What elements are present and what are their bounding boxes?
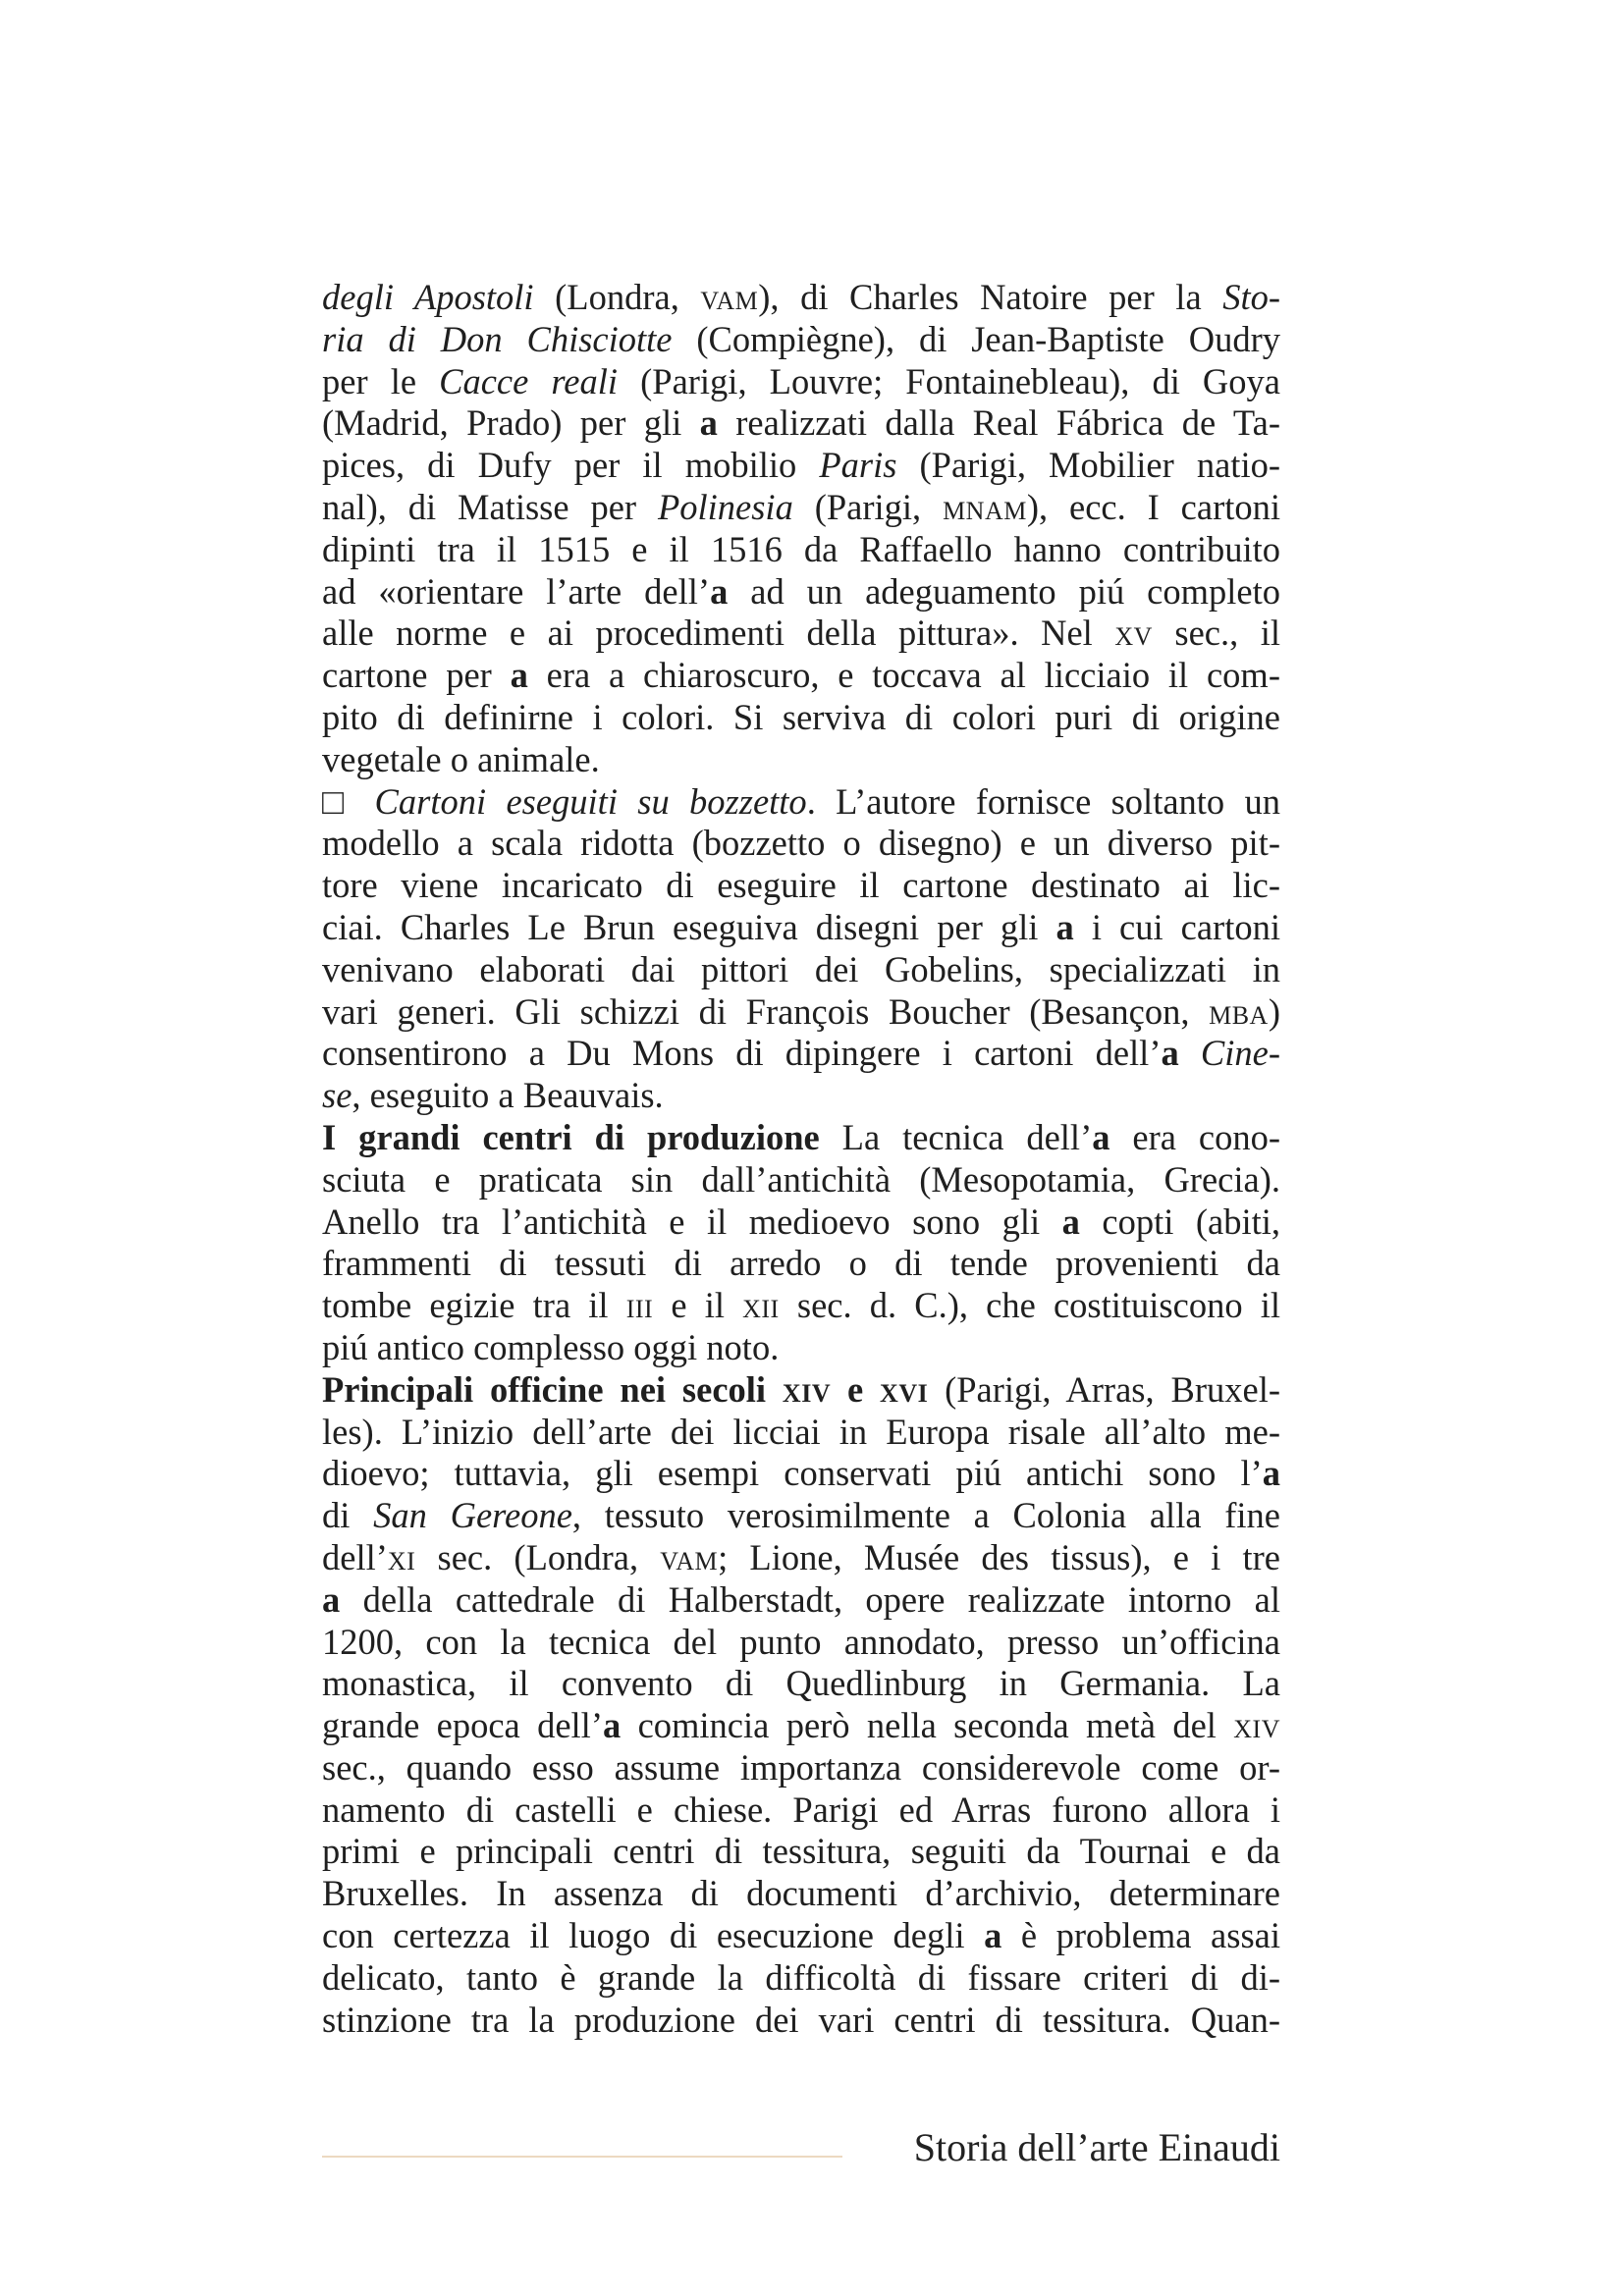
text-run: ; Lione, Musée des tissus), e i tre — [718, 1536, 1280, 1577]
text-run: dioevo; tuttavia, gli esempi conservati piú antichi sono l’ — [322, 1453, 1263, 1494]
bold-text: I grandi centri di produzione — [322, 1116, 820, 1157]
text-line — [322, 1747, 1280, 1789]
text-line — [322, 445, 1280, 487]
text-run: grande epoca dell’ — [322, 1705, 603, 1746]
text-line — [322, 613, 1280, 655]
footer-rule — [322, 2156, 842, 2158]
text-run: namento di castelli e chiese. Parigi ed Arras furono allora i — [322, 1789, 1280, 1830]
bold-text: a — [1092, 1116, 1110, 1157]
text-run: alle norme e ai procedimenti della pittura». Nel — [322, 613, 1115, 654]
text-run: e il — [653, 1285, 743, 1326]
text-line — [322, 1117, 1280, 1159]
bold-text: a — [1061, 1201, 1080, 1242]
text-line — [322, 907, 1280, 949]
text-run: Bruxelles. In assenza di documenti d’archivio, determinare — [322, 1873, 1280, 1914]
text-run: è problema assai — [1001, 1915, 1280, 1956]
text-run — [1179, 1033, 1201, 1073]
text-run: piú antico complesso oggi noto. — [322, 1326, 780, 1367]
text-line — [322, 1663, 1280, 1705]
text-run: □ — [322, 780, 375, 822]
text-run: sec. d. C.), che costituiscono il — [779, 1285, 1280, 1326]
text-run: copti (abiti, — [1079, 1201, 1280, 1242]
italic-text: se — [322, 1075, 352, 1116]
text-run: consentirono a Du Mons di dipingere i cartoni dell’ — [322, 1033, 1162, 1074]
text-run: vegetale o animale. — [322, 738, 600, 779]
text-run: ad «orientare l’arte dell’ — [322, 570, 711, 612]
bold-text: e — [831, 1368, 881, 1410]
bold-text: a — [710, 570, 729, 612]
text-line — [322, 1453, 1280, 1495]
text-line — [322, 1327, 1280, 1369]
bold-text: a — [984, 1915, 1002, 1956]
text-run: cartone per — [322, 655, 511, 696]
bold-text: a — [699, 402, 718, 444]
text-line — [322, 1957, 1280, 2000]
text-run: stinzione tra la produzione dei vari centri di tessitura. Quan- — [322, 1999, 1280, 2040]
small-caps-text: mnam — [943, 486, 1027, 527]
text-run: venivano elaborati dai pittori dei Gobelins, specializzati in — [322, 948, 1280, 989]
text-run: La tecnica dell’ — [819, 1116, 1093, 1157]
small-caps-text: mba — [1209, 990, 1269, 1032]
text-line — [322, 2000, 1280, 2042]
text-run: monastica, il convento di Quedlinburg in Germania. La — [322, 1663, 1280, 1704]
text-run: (Parigi, Mobilier natio- — [896, 445, 1280, 486]
text-run: ad un adeguamento piú completo — [728, 570, 1280, 612]
text-run: , eseguito a Beauvais. — [352, 1075, 664, 1116]
italic-text: ria di Don Chisciotte — [322, 318, 673, 359]
bold-text: a — [602, 1705, 622, 1746]
text-line — [322, 655, 1280, 697]
bold-text: a — [1262, 1453, 1280, 1494]
text-line — [322, 865, 1280, 907]
text-run: nal), di Matisse per — [322, 486, 658, 527]
text-run: delicato, tanto è grande la difficoltà di fissare criteri di di- — [322, 1956, 1280, 1998]
bold-text: a — [1161, 1033, 1179, 1074]
text-run: ), di Charles Natoire per la — [758, 277, 1223, 317]
text-line — [322, 1243, 1280, 1285]
text-run: ciai. Charles Le Brun eseguiva disegni per gli — [322, 906, 1056, 947]
text-run: modello a scala ridotta (bozzetto o disegno) e un diverso pit- — [322, 823, 1280, 864]
text-run: (Parigi, — [792, 486, 944, 527]
italic-text: degli Apostoli — [322, 277, 534, 317]
text-run: con certezza il luogo di esecuzione degli — [322, 1915, 985, 1956]
text-line — [322, 1033, 1280, 1075]
text-line — [322, 1789, 1280, 1832]
small-caps-text: xv — [1114, 613, 1153, 654]
text-line — [322, 361, 1280, 403]
text-line — [322, 1915, 1280, 1957]
small-caps-text: xii — [742, 1285, 780, 1326]
text-line — [322, 991, 1280, 1034]
text-run: comincia però nella seconda metà del — [621, 1705, 1234, 1746]
small-caps-text: xi — [387, 1536, 416, 1577]
text-line — [322, 1705, 1280, 1747]
text-line — [322, 1412, 1280, 1454]
text-run: ) — [1268, 990, 1280, 1032]
text-run: era cono- — [1109, 1116, 1280, 1157]
bold-text: a — [322, 1578, 341, 1620]
text-run: dipinti tra il 1515 e il 1516 da Raffaello hanno contribuito — [322, 528, 1280, 569]
text-line — [322, 1873, 1280, 1915]
text-line — [322, 277, 1280, 319]
small-caps-text: xiv — [1233, 1705, 1280, 1746]
italic-text: Sto- — [1222, 277, 1281, 317]
italic-text: Paris — [819, 445, 897, 486]
text-line — [322, 571, 1280, 614]
text-line — [322, 1369, 1280, 1412]
text-run: . L’autore fornisce soltanto un — [806, 780, 1280, 822]
text-line — [322, 1579, 1280, 1622]
text-line — [322, 1537, 1280, 1579]
text-line — [322, 1201, 1280, 1244]
small-caps-text: vam — [660, 1536, 719, 1577]
text-run: tombe egizie tra il — [322, 1285, 626, 1326]
footer-title: Storia dell’arte Einaudi — [913, 2125, 1280, 2169]
text-run: i cui cartoni — [1073, 906, 1280, 947]
text-run: realizzati dalla Real Fábrica de Ta- — [717, 402, 1280, 444]
text-run: (Parigi, Louvre; Fontainebleau), di Goya — [618, 360, 1280, 401]
italic-text: Cacce reali — [439, 360, 619, 401]
small-caps-text: iii — [625, 1285, 654, 1326]
text-line — [322, 1159, 1280, 1201]
italic-text: San Gereone — [373, 1495, 572, 1536]
text-run: sec., il — [1152, 613, 1281, 654]
text-run: frammenti di tessuti di arredo o di tende provenienti da — [322, 1243, 1280, 1284]
text-run: vari generi. Gli schizzi di François Boucher (Besançon, — [322, 990, 1210, 1032]
text-run: Anello tra l’antichità e il medioevo sono gli — [322, 1201, 1062, 1242]
bold-text: a — [1055, 906, 1074, 947]
text-run: 1200, con la tecnica del punto annodato, presso un’officina — [322, 1621, 1280, 1662]
bold-text: a — [510, 655, 528, 696]
text-run: (Londra, — [533, 277, 701, 317]
text-run: les). L’inizio dell’arte dei licciai in Europa risale all’alto me- — [322, 1411, 1280, 1452]
text-line — [322, 402, 1280, 445]
text-line — [322, 529, 1280, 571]
bold-text: Principali officine nei secoli — [322, 1368, 783, 1410]
italic-text: Cartoni eseguiti su bozzetto — [374, 780, 807, 822]
text-run: dell’ — [322, 1536, 388, 1577]
text-run: di — [322, 1495, 374, 1536]
text-line — [322, 697, 1280, 739]
text-run: pito di definirne i colori. Si serviva di colori puri di origine — [322, 696, 1280, 737]
text-line — [322, 319, 1280, 361]
text-run: primi e principali centri di tessitura, seguiti da Tournai e da — [322, 1831, 1280, 1872]
text-line — [322, 949, 1280, 991]
bold-text: xiv — [782, 1368, 832, 1410]
text-line — [322, 1622, 1280, 1664]
text-run: , tessuto verosimilmente a Colonia alla fine — [571, 1495, 1280, 1536]
text-line — [322, 781, 1280, 824]
text-line — [322, 739, 1280, 781]
text-run: (Compiègne), di Jean-Baptiste Oudry — [672, 318, 1280, 359]
text-run: sec., quando esso assume importanza considerevole come or- — [322, 1746, 1280, 1788]
text-run: sec. (Londra, — [415, 1536, 661, 1577]
bold-text: xvi — [880, 1368, 929, 1410]
text-run: ), ecc. I cartoni — [1026, 486, 1281, 527]
text-line — [322, 1285, 1280, 1327]
text-line — [322, 1831, 1280, 1873]
text-run: sciuta e praticata sin dall’antichità (Mesopotamia, Grecia). — [322, 1158, 1280, 1200]
body-text — [322, 277, 1280, 2041]
text-run: (Parigi, Arras, Bruxel- — [928, 1368, 1280, 1410]
small-caps-text: vam — [700, 277, 759, 317]
text-line — [322, 1495, 1280, 1537]
text-line — [322, 487, 1280, 529]
text-run: della cattedrale di Halberstadt, opere realizzate intorno al — [340, 1578, 1280, 1620]
italic-text: Polinesia — [657, 486, 793, 527]
text-run: pices, di Dufy per il mobilio — [322, 445, 820, 486]
text-run: era a chiaroscuro, e toccava al licciaio il com- — [527, 655, 1280, 696]
text-line — [322, 823, 1280, 865]
text-line — [322, 1075, 1280, 1117]
italic-text: Cine- — [1200, 1033, 1280, 1074]
text-run: (Madrid, Prado) per gli — [322, 402, 700, 444]
text-run: per le — [322, 360, 440, 401]
text-run: tore viene incaricato di eseguire il cartone destinato ai lic- — [322, 865, 1280, 906]
